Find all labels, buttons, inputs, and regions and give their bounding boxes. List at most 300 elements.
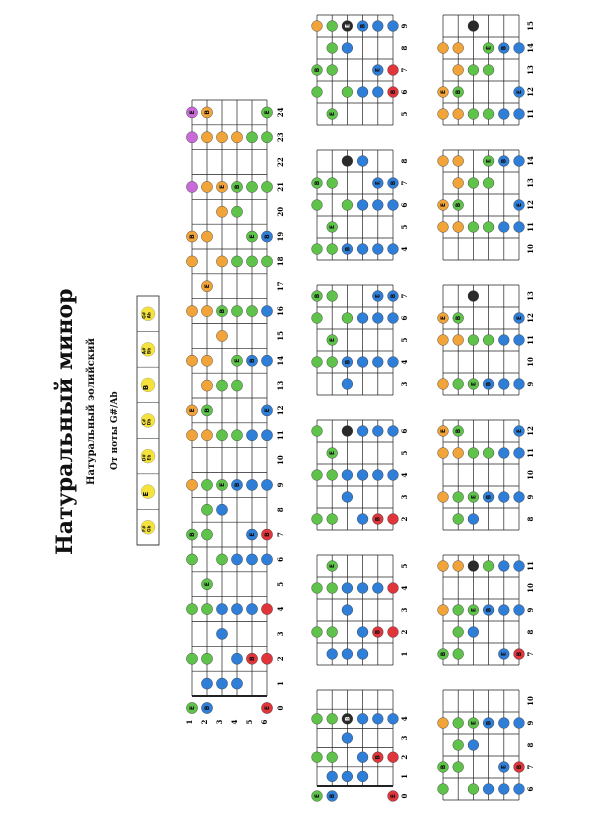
note-dot [246, 554, 257, 565]
note-label: B [218, 308, 226, 314]
fret-number: 0 [400, 793, 409, 799]
note-dot [438, 426, 449, 437]
fret-number: 4 [400, 472, 409, 478]
fret-number: 9 [526, 720, 535, 726]
note-label: E [375, 67, 382, 73]
note-label: E [390, 793, 397, 799]
note-dot [388, 426, 399, 437]
fret-number: 8 [526, 516, 535, 522]
note-dot [327, 43, 338, 54]
position-diagram [438, 690, 535, 800]
fret-number: 8 [276, 507, 285, 513]
note-label: B [486, 720, 493, 726]
note-dot [246, 181, 257, 192]
note-dot [372, 470, 383, 481]
fret-number: 6 [400, 89, 409, 95]
note-label: B [203, 110, 211, 115]
note-dot [357, 244, 368, 255]
note-dot [201, 653, 212, 664]
note-dot [388, 313, 399, 324]
note-dot [231, 678, 242, 689]
note-dot [246, 305, 257, 316]
note-dot [372, 200, 383, 211]
note-dot [201, 107, 212, 118]
fret-number: 12 [276, 405, 285, 416]
note-dot [483, 335, 494, 346]
note-label: E [330, 111, 337, 117]
position-diagram [438, 150, 535, 260]
note-dot [327, 222, 338, 233]
note-dot [186, 603, 197, 614]
note-label: E [345, 23, 352, 29]
fret-number: 4 [400, 246, 409, 252]
note-dot [327, 583, 338, 594]
note-dot [483, 222, 494, 233]
note-dot [453, 740, 464, 751]
note-dot [327, 448, 338, 459]
note-label: E [188, 705, 196, 711]
note-dot [261, 405, 272, 416]
note-label: B [440, 764, 447, 770]
note-dot [453, 379, 464, 390]
fret-number: 11 [526, 222, 535, 232]
note-dot [342, 492, 353, 503]
note-label: B [486, 607, 493, 613]
note-dot [498, 335, 509, 346]
note-dot [357, 156, 368, 167]
fret-number: 6 [400, 202, 409, 208]
fret-number: 13 [526, 65, 535, 75]
note-dot [388, 65, 399, 76]
note-dot [186, 132, 197, 143]
note-dot [261, 653, 272, 664]
note-dot [327, 771, 338, 782]
note-label: B [375, 516, 382, 522]
note-dot [327, 178, 338, 189]
note-dot [186, 107, 197, 118]
note-dot [216, 380, 227, 391]
note-dot [372, 627, 383, 638]
note-dot [453, 156, 464, 167]
note-dot [231, 305, 242, 316]
note-dot [312, 426, 323, 437]
page-title: Натуральный минор [52, 288, 78, 555]
note-dot [498, 762, 509, 773]
fret-number: 13 [526, 291, 535, 301]
note-dot [498, 605, 509, 616]
note-label: E [248, 532, 256, 537]
note-dot [357, 357, 368, 368]
note-dot [468, 65, 479, 76]
note-dot [246, 256, 257, 267]
fret-number: 13 [276, 380, 285, 391]
note-dot [468, 21, 479, 32]
note-dot [453, 87, 464, 98]
note-dot [483, 718, 494, 729]
note-label: E [516, 428, 523, 434]
note-dot [453, 492, 464, 503]
note-dot [261, 132, 272, 143]
note-dot [468, 222, 479, 233]
fret-number: 13 [526, 178, 535, 188]
note-dot [342, 583, 353, 594]
legend-note-label: E [142, 491, 150, 497]
note-dot [231, 181, 242, 192]
note-dot [514, 43, 525, 54]
fret-number: 18 [276, 256, 285, 267]
note-label: B [188, 234, 196, 239]
position-diagrams [312, 15, 535, 801]
note-dot [483, 379, 494, 390]
legend-note [141, 485, 155, 499]
note-dot [498, 448, 509, 459]
note-dot [201, 181, 212, 192]
note-dot [514, 605, 525, 616]
note-label: B [263, 234, 271, 239]
fret-number: 10 [276, 455, 285, 465]
note-dot [468, 718, 479, 729]
note-dot [468, 492, 479, 503]
note-dot [453, 448, 464, 459]
note-label: E [440, 315, 447, 321]
note-label: B [203, 705, 211, 711]
position-diagram [312, 285, 409, 395]
note-dot [186, 256, 197, 267]
note-dot [312, 752, 323, 763]
note-dot [438, 448, 449, 459]
legend-note-label: C# [141, 418, 147, 426]
note-dot [453, 43, 464, 54]
note-dot [261, 305, 272, 316]
note-dot [514, 448, 525, 459]
note-label: E [188, 408, 196, 413]
fret-number: 11 [526, 335, 535, 345]
note-dot [388, 627, 399, 638]
string-number: 6 [260, 719, 269, 725]
note-dot [438, 200, 449, 211]
note-label: B [345, 716, 352, 722]
note-label: E [471, 494, 478, 500]
fret-number: 12 [526, 87, 535, 97]
fret-number: 7 [400, 67, 409, 73]
note-dot [453, 605, 464, 616]
legend-note-label: B [142, 384, 150, 391]
scale-notes-legend [137, 296, 159, 545]
fret-number: 10 [526, 244, 535, 254]
note-dot [231, 430, 242, 441]
note-label: E [440, 89, 447, 95]
note-dot [498, 222, 509, 233]
note-dot [357, 87, 368, 98]
note-dot [246, 479, 257, 490]
legend-note-label: D# [141, 454, 147, 462]
note-dot [201, 479, 212, 490]
note-label: E [330, 563, 337, 569]
note-label: E [330, 337, 337, 343]
note-dot [514, 784, 525, 795]
note-dot [186, 305, 197, 316]
fret-number: 15 [276, 331, 285, 341]
note-dot [498, 561, 509, 572]
fret-number: 5 [276, 581, 285, 587]
note-dot [312, 627, 323, 638]
note-dot [372, 752, 383, 763]
note-dot [312, 357, 323, 368]
note-dot [186, 653, 197, 664]
fret-number: 19 [276, 231, 285, 242]
note-dot [468, 109, 479, 120]
note-dot [468, 178, 479, 189]
note-dot [483, 178, 494, 189]
note-label: E [440, 202, 447, 208]
legend-note-label: Ab [146, 312, 152, 319]
note-dot [453, 426, 464, 437]
fret-number: 1 [276, 681, 285, 687]
note-dot [186, 430, 197, 441]
note-dot [453, 649, 464, 660]
note-label: B [375, 629, 382, 635]
note-label: E [188, 110, 196, 115]
note-dot [342, 156, 353, 167]
note-dot [246, 231, 257, 242]
note-dot [453, 561, 464, 572]
note-label: B [248, 358, 256, 364]
note-dot [216, 554, 227, 565]
legend-note-label: A# [141, 347, 147, 355]
note-dot [261, 479, 272, 490]
note-dot [357, 470, 368, 481]
note-dot [357, 583, 368, 594]
note-dot [372, 426, 383, 437]
note-dot [388, 244, 399, 255]
position-diagram [438, 15, 535, 125]
fret-number: 8 [526, 742, 535, 748]
note-dot [514, 109, 525, 120]
fret-number: 6 [276, 556, 285, 562]
note-dot [514, 426, 525, 437]
legend-note-label: Gb [146, 525, 152, 532]
note-dot [453, 200, 464, 211]
string-number: 5 [245, 719, 254, 725]
note-label: B [188, 532, 196, 537]
note-dot [231, 206, 242, 217]
note-dot [388, 357, 399, 368]
note-dot [342, 470, 353, 481]
note-dot [483, 156, 494, 167]
legend-note [141, 414, 155, 428]
note-dot [498, 43, 509, 54]
note-dot [261, 355, 272, 366]
note-dot [514, 649, 525, 660]
note-dot [388, 291, 399, 302]
note-dot [468, 605, 479, 616]
note-label: B [456, 202, 463, 208]
note-dot [312, 65, 323, 76]
note-dot [216, 603, 227, 614]
note-dot [498, 649, 509, 660]
note-dot [438, 87, 449, 98]
position-diagram [438, 285, 535, 395]
note-label: B [456, 428, 463, 434]
note-dot [498, 492, 509, 503]
note-dot [216, 305, 227, 316]
note-dot [342, 43, 353, 54]
note-label: B [314, 67, 321, 73]
note-dot [357, 771, 368, 782]
note-dot [453, 65, 464, 76]
note-dot [342, 379, 353, 390]
note-dot [357, 426, 368, 437]
note-dot [201, 380, 212, 391]
position-diagram [312, 15, 409, 125]
fret-number: 4 [400, 585, 409, 591]
fret-number: 10 [526, 583, 535, 593]
note-dot [201, 132, 212, 143]
position-diagram [312, 555, 409, 665]
note-dot [201, 603, 212, 614]
note-label: E [330, 224, 337, 230]
note-dot [453, 627, 464, 638]
note-label: B [390, 180, 397, 186]
fret-number: 7 [526, 764, 535, 770]
note-dot [342, 357, 353, 368]
note-dot [438, 109, 449, 120]
note-label: B [516, 764, 523, 770]
note-dot [453, 313, 464, 324]
legend-note-label: G# [141, 311, 147, 319]
note-dot [342, 21, 353, 32]
note-dot [201, 702, 212, 713]
note-dot [388, 514, 399, 525]
position-diagram [438, 420, 535, 530]
note-label: B [314, 293, 321, 299]
note-dot [372, 178, 383, 189]
note-label: E [330, 450, 337, 456]
note-dot [246, 132, 257, 143]
note-dot [468, 448, 479, 459]
note-dot [514, 156, 525, 167]
note-label: E [486, 45, 493, 51]
note-label: E [440, 428, 447, 434]
note-dot [261, 256, 272, 267]
note-dot [216, 206, 227, 217]
fret-number: 5 [400, 111, 409, 117]
note-dot [342, 313, 353, 324]
fret-number: 24 [276, 107, 285, 118]
note-dot [388, 21, 399, 32]
note-label: E [501, 651, 508, 657]
fret-number: 12 [526, 313, 535, 323]
fret-number: 22 [276, 157, 285, 167]
note-dot [246, 603, 257, 614]
fret-number: 3 [400, 381, 409, 387]
note-label: B [456, 315, 463, 321]
note-dot [261, 702, 272, 713]
note-dot [453, 335, 464, 346]
note-dot [438, 718, 449, 729]
fret-number: 16 [276, 306, 285, 316]
fret-number: 5 [400, 224, 409, 230]
note-dot [372, 713, 383, 724]
note-dot [312, 178, 323, 189]
note-dot [468, 514, 479, 525]
fret-number: 10 [526, 696, 535, 706]
fret-number: 9 [526, 381, 535, 387]
note-dot [186, 554, 197, 565]
note-label: B [233, 482, 241, 488]
note-dot [261, 181, 272, 192]
note-dot [438, 313, 449, 324]
string-number: 2 [200, 719, 209, 725]
note-label: B [501, 45, 508, 51]
note-dot [186, 479, 197, 490]
note-label: E [516, 89, 523, 95]
fret-number: 2 [400, 516, 409, 522]
note-label: B [345, 246, 352, 252]
fret-number: 2 [276, 656, 285, 662]
note-dot [438, 561, 449, 572]
fret-number: 9 [276, 482, 285, 488]
note-dot [438, 222, 449, 233]
fret-number: 8 [400, 45, 409, 51]
position-diagram [312, 690, 409, 801]
fret-number: 6 [526, 786, 535, 792]
note-dot [388, 178, 399, 189]
note-dot [216, 479, 227, 490]
fret-number: 9 [526, 607, 535, 613]
note-dot [372, 291, 383, 302]
note-dot [468, 291, 479, 302]
note-dot [357, 752, 368, 763]
position-diagram [312, 150, 409, 260]
note-dot [388, 200, 399, 211]
fret-number: 5 [400, 563, 409, 569]
note-dot [372, 21, 383, 32]
note-dot [312, 200, 323, 211]
note-dot [186, 355, 197, 366]
note-label: B [440, 651, 447, 657]
note-label: B [360, 23, 367, 29]
fret-number: 12 [526, 426, 535, 436]
legend-note-label: F# [141, 525, 147, 532]
note-dot [246, 430, 257, 441]
fret-number: 21 [276, 182, 285, 192]
note-dot [372, 514, 383, 525]
fret-number: 10 [526, 357, 535, 367]
note-dot [216, 678, 227, 689]
note-dot [216, 132, 227, 143]
note-dot [372, 313, 383, 324]
note-dot [231, 603, 242, 614]
note-label: B [390, 89, 397, 95]
fret-number: 14 [526, 43, 535, 53]
note-dot [231, 132, 242, 143]
note-dot [498, 718, 509, 729]
fret-number: 11 [276, 430, 285, 441]
note-dot [216, 504, 227, 515]
note-dot [312, 21, 323, 32]
note-dot [357, 313, 368, 324]
note-dot [483, 43, 494, 54]
note-dot [312, 791, 323, 802]
legend-note [141, 520, 155, 534]
note-label: B [375, 754, 382, 760]
root-caption: От ноты G#/Ab [110, 391, 120, 470]
note-label: E [263, 110, 271, 115]
note-dot [261, 529, 272, 540]
note-dot [216, 628, 227, 639]
note-dot [327, 65, 338, 76]
